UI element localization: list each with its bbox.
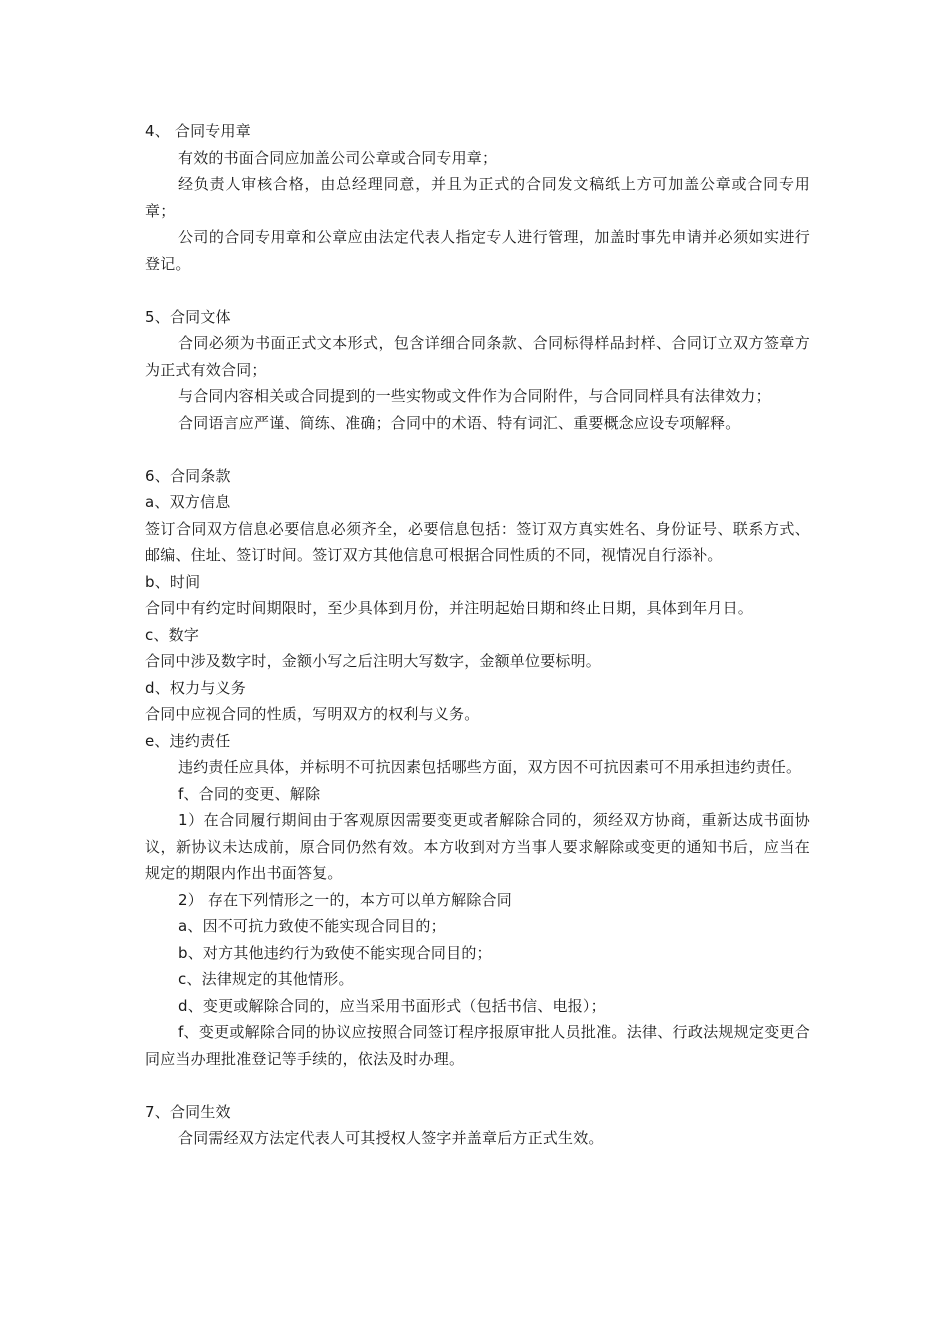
- clause-f-sub-b: b、对方其他违约行为致使不能实现合同目的；: [178, 943, 492, 962]
- section-5-paragraph-3: 合同语言应严谨、简练、准确；合同中的术语、特有词汇、重要概念应设专项解释。: [178, 413, 741, 432]
- clause-f-item-2: 2） 存在下列情形之一的，本方可以单方解除合同: [178, 890, 512, 909]
- clause-e-title: e、违约责任: [145, 731, 231, 750]
- clause-a-title: a、双方信息: [145, 493, 231, 511]
- clause-a-text: 签订合同双方信息必要信息必须齐全，必要信息包括：签订双方真实姓名、身份证号、联系方式、邮编、住址、签订时间。签订双方其他信息可根据合同性质的不同，视情况自行添补。: [145, 519, 810, 564]
- section-4-heading: 4、 合同专用章: [145, 122, 251, 140]
- section-spacer: [145, 277, 810, 304]
- clause-f-item-1: 1）在合同履行期间由于客观原因需要变更或者解除合同的，须经双方协商，重新达成书面协议，新协议未达成前，原合同仍然有效。本方收到对方当事人要求解除或变更的通知书后，应当在规定的期限内作出书面答复。: [145, 811, 810, 882]
- section-5-paragraph-1: 合同必须为书面正式文本形式，包含详细合同条款、合同标得样品封样、合同订立双方签章方为正式有效合同；: [145, 334, 810, 379]
- clause-c-title: c、数字: [145, 625, 200, 644]
- clause-e-text: 违约责任应具体，并标明不可抗因素包括哪些方面，双方因不可抗因素可不用承担违约责任。: [178, 758, 802, 776]
- section-5-paragraph-2: 与合同内容相关或合同提到的一些实物或文件作为合同附件，与合同同样具有法律效力；: [178, 387, 771, 405]
- section-7-heading: 7、合同生效: [145, 1102, 231, 1121]
- clause-f-sub-a: a、因不可抗力致使不能实现合同目的；: [178, 917, 446, 935]
- clause-f-title: f、合同的变更、解除: [178, 784, 321, 803]
- section-spacer: [145, 1072, 810, 1099]
- section-4-paragraph-2: 经负责人审核合格，由总经理同意，并且为正式的合同发文稿纸上方可加盖公章或合同专用章；: [145, 175, 810, 220]
- clause-d-text: 合同中应视合同的性质，写明双方的权利与义务。: [145, 705, 480, 723]
- clause-b-title: b、时间: [145, 572, 201, 591]
- clause-f-sub-f: f、变更或解除合同的协议应按照合同签订程序报原审批人员批准。法律、行政法规规定变更合同应当办理批准登记等手续的，依法及时办理。: [145, 1023, 810, 1068]
- section-7-text: 合同需经双方法定代表人可其授权人签字并盖章后方正式生效。: [178, 1129, 604, 1147]
- clause-b-text: 合同中有约定时间期限时，至少具体到月份，并注明起始日期和终止日期，具体到年月日。: [145, 599, 754, 617]
- clause-d-title: d、权力与义务: [145, 678, 246, 697]
- document-page: [145, 118, 810, 1152]
- section-5-heading: 5、合同文体: [145, 307, 231, 326]
- clause-f-sub-d: d、变更或解除合同的，应当采用书面形式（包括书信、电报）；: [178, 996, 606, 1015]
- section-4-paragraph-3: 公司的合同专用章和公章应由法定代表人指定专人进行管理，加盖时事先申请并必须如实进行登记。: [145, 228, 810, 273]
- section-4-paragraph-1: 有效的书面合同应加盖公司公章或合同专用章；: [178, 148, 498, 167]
- clause-f-sub-c: c、法律规定的其他情形。: [178, 970, 354, 988]
- clause-c-text: 合同中涉及数字时，金额小写之后注明大写数字，金额单位要标明。: [145, 652, 602, 670]
- section-6-heading: 6、合同条款: [145, 466, 231, 485]
- section-spacer: [145, 436, 810, 463]
